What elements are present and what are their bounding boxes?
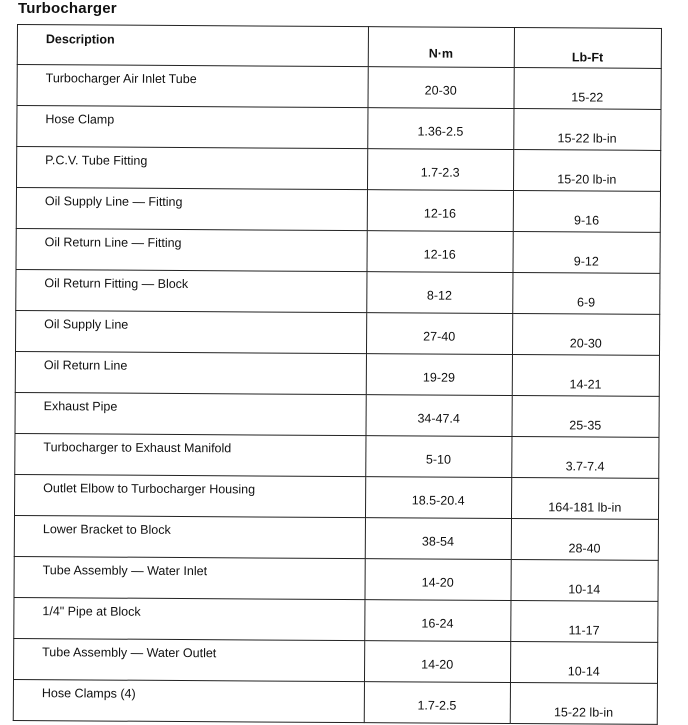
row-description: Tube Assembly — Water Outlet [13, 638, 364, 681]
row-nm: 19-29 [366, 354, 512, 396]
table-row [14, 597, 658, 642]
table-row [16, 188, 660, 233]
row-lbft: 164-181 lb-in [511, 478, 659, 520]
row-lbft: 9-16 [513, 191, 661, 233]
row-description: P.C.V. Tube Fitting [17, 147, 368, 190]
row-lbft: 10-14 [510, 560, 658, 602]
row-nm: 38-54 [365, 518, 511, 560]
row-description: 1/4" Pipe at Block [14, 597, 365, 640]
row-description: Lower Bracket to Block [14, 515, 365, 558]
row-description: Hose Clamp [17, 106, 368, 149]
row-description: Turbocharger Air Inlet Tube [17, 65, 368, 108]
row-lbft: 9-12 [512, 232, 660, 274]
row-lbft: 3.7-7.4 [511, 437, 659, 479]
row-nm: 14-20 [365, 559, 511, 601]
torque-spec-table [13, 24, 662, 725]
row-nm: 1.36-2.5 [367, 108, 513, 150]
row-nm: 16-24 [364, 600, 510, 642]
row-nm: 27-40 [366, 313, 512, 355]
table-row [15, 392, 659, 437]
table-row [14, 515, 658, 560]
page-title: Turbocharger [18, 0, 117, 17]
row-description: Hose Clamps (4) [13, 679, 364, 722]
header-nm: N·m [368, 27, 514, 68]
header-lbft: Lb-Ft [514, 28, 662, 69]
row-nm: 14-20 [364, 641, 510, 683]
row-description: Oil Return Fitting — Block [16, 269, 367, 312]
row-description: Outlet Elbow to Turbocharger Housing [14, 474, 365, 517]
row-lbft: 20-30 [512, 314, 660, 356]
row-lbft: 28-40 [511, 519, 659, 561]
row-nm: 5-10 [365, 436, 511, 478]
table-row [13, 638, 657, 683]
table-row [15, 310, 659, 355]
row-nm: 1.7-2.5 [364, 682, 510, 724]
table-row [17, 106, 661, 151]
row-lbft: 6-9 [512, 273, 660, 315]
row-description: Oil Return Line [15, 351, 366, 394]
row-description: Oil Supply Line [15, 310, 366, 353]
table-row [17, 65, 661, 110]
row-lbft: 15-22 lb-in [513, 109, 661, 151]
row-lbft: 25-35 [511, 396, 659, 438]
row-description: Turbocharger to Exhaust Manifold [15, 433, 366, 476]
row-nm: 12-16 [367, 231, 513, 273]
row-description: Oil Return Line — Fitting [16, 228, 367, 271]
row-lbft: 15-20 lb-in [513, 150, 661, 192]
table-row [14, 556, 658, 601]
row-description: Tube Assembly — Water Inlet [14, 556, 365, 599]
table-header-row [17, 25, 661, 69]
table-row [14, 474, 658, 519]
row-nm: 1.7-2.3 [367, 149, 513, 191]
header-description: Description [17, 25, 368, 67]
row-lbft: 15-22 [513, 68, 661, 110]
row-nm: 18.5-20.4 [365, 477, 511, 519]
table-row [16, 269, 660, 314]
row-description: Exhaust Pipe [15, 392, 366, 435]
row-lbft: 10-14 [510, 642, 658, 684]
row-nm: 8-12 [366, 272, 512, 314]
row-description: Oil Supply Line — Fitting [16, 188, 367, 231]
table-row [15, 433, 659, 478]
row-lbft: 11-17 [510, 601, 658, 643]
row-lbft: 15-22 lb-in [510, 683, 658, 725]
row-nm: 34-47.4 [366, 395, 512, 437]
table-row [17, 147, 661, 192]
table-row [15, 351, 659, 396]
table-row [16, 228, 660, 273]
row-nm: 20-30 [368, 67, 514, 109]
row-lbft: 14-21 [512, 355, 660, 397]
row-nm: 12-16 [367, 190, 513, 232]
table-row [13, 679, 657, 724]
